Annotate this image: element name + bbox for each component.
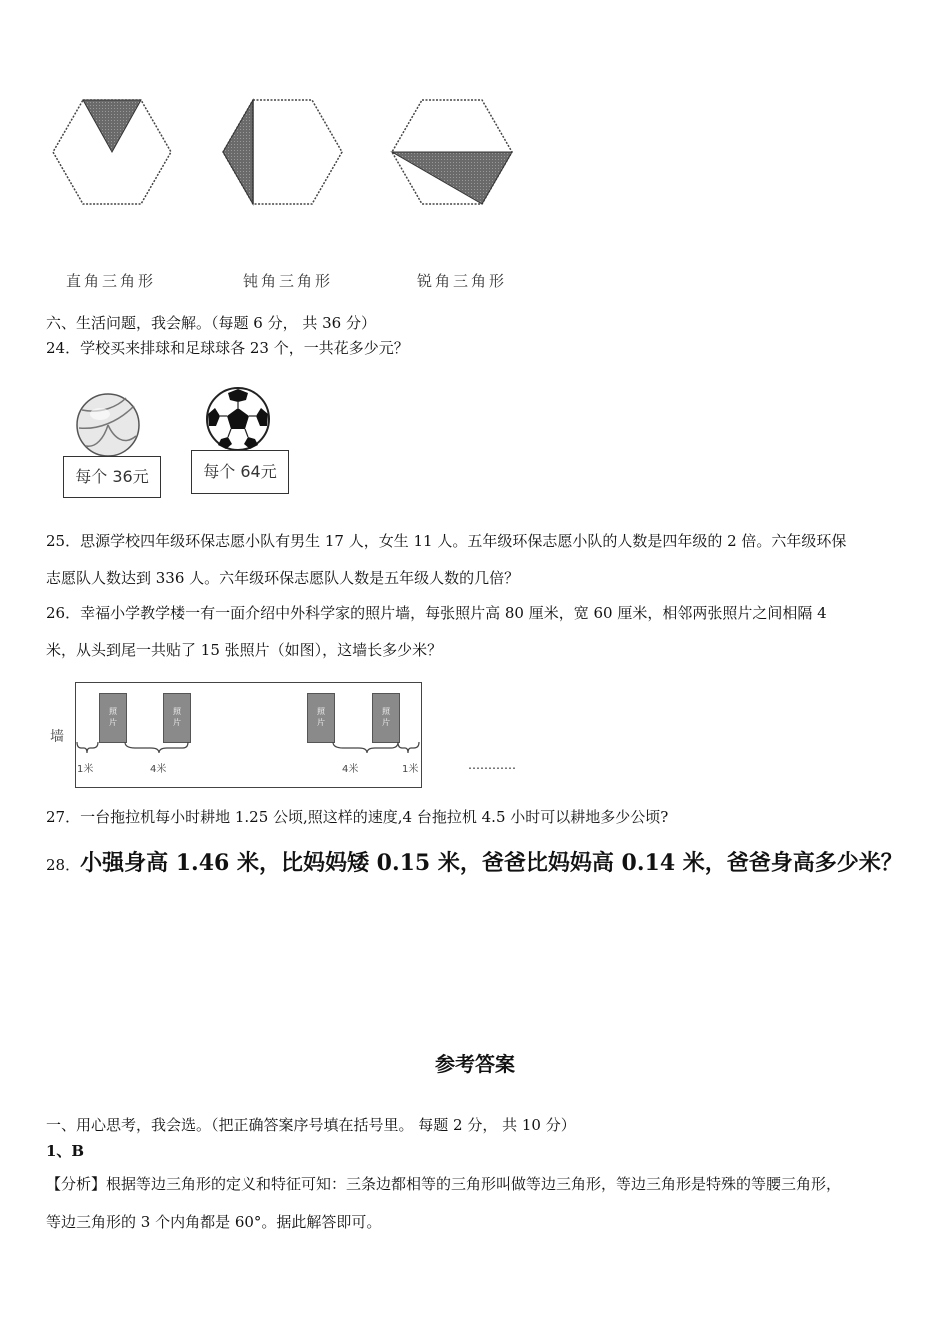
- caption-obtuse-triangle: 钝角三角形: [243, 272, 334, 290]
- hexagon-acute-triangle: [392, 100, 512, 204]
- hexagon-figures: [0, 90, 560, 220]
- answer-1: 1、B: [46, 1142, 85, 1160]
- question-25-line1: 25．思源学校四年级环保志愿小队有男生 17 人，女生 11 人。五年级环保志愿小队的人数是四年级的 2 倍。六年级环保: [46, 532, 847, 550]
- photo-3: 照 片: [307, 693, 335, 743]
- ellipsis: …………: [468, 758, 516, 772]
- shaded-right-triangle: [83, 100, 141, 152]
- section6-heading: 六、生活问题，我会解。（每题 6 分， 共 36 分）: [46, 314, 376, 332]
- shaded-obtuse-triangle: [223, 100, 253, 204]
- photo-2: 照 片: [163, 693, 191, 743]
- volleyball-icon: [74, 392, 142, 458]
- analysis-line2: 等边三角形的 3 个内角都是 60°。据此解答即可。: [46, 1213, 382, 1231]
- answers-title: 参考答案: [435, 1052, 515, 1076]
- caption-acute-triangle: 锐角三角形: [417, 272, 508, 290]
- gap-label-left-edge: 1米: [77, 764, 94, 775]
- wall-frame: [75, 682, 422, 788]
- question-27: 27．一台拖拉机每小时耕地 1.25 公顷,照这样的速度,4 台拖拉机 4.5 小时可以耕地多少公顷?: [46, 808, 669, 826]
- hexagon-obtuse-triangle: [223, 100, 342, 204]
- gap-label-right-middle: 4米: [342, 764, 359, 775]
- soccer-ball-icon: [204, 386, 272, 452]
- question-28: [46, 846, 903, 877]
- wall-label: 墙: [50, 729, 64, 745]
- answers-section1-heading: 一、用心思考，我会选。（把正确答案序号填在括号里。 每题 2 分， 共 10 分）: [46, 1116, 576, 1134]
- question-25-line2: 志愿队人数达到 336 人。六年级环保志愿队人数是五年级人数的几倍？: [46, 569, 520, 587]
- photo-1: 照 片: [99, 693, 127, 743]
- volleyball-price-tag: 每个 36元: [63, 456, 161, 498]
- analysis-line1: 【分析】根据等边三角形的定义和特征可知：三条边都相等的三角形叫做等边三角形，等边三角形是特殊的等腰三角形，: [46, 1175, 842, 1193]
- question-28-number: 28．: [46, 856, 81, 874]
- gap-label-right-edge: 1米: [402, 764, 419, 775]
- photo-wall-figure: [40, 678, 530, 788]
- hexagon-right-triangle: [53, 100, 171, 204]
- soccer-price-tag: 每个 64元: [191, 450, 289, 494]
- gap-braces: [75, 740, 425, 764]
- caption-right-triangle: 直角三角形: [66, 272, 157, 290]
- question-28-text: 小强身高 1.46 米，比妈妈矮 0.15 米，爸爸比妈妈高 0.14 米，爸爸身高多少米？: [80, 850, 903, 876]
- question-24: 24．学校买来排球和足球球各 23 个，一共花多少元？: [46, 339, 409, 357]
- question-26-line2: 米，从头到尾一共贴了 15 张照片（如图），这墙长多少米？: [46, 641, 443, 659]
- question-26-line1: 26．幸福小学教学楼一有一面介绍中外科学家的照片墙，每张照片高 80 厘米，宽 60 厘米，相邻两张照片之间相隔 4: [46, 604, 827, 622]
- gap-label-left-middle: 4米: [150, 764, 167, 775]
- photo-4: 照 片: [372, 693, 400, 743]
- shaded-acute-triangle: [392, 152, 512, 204]
